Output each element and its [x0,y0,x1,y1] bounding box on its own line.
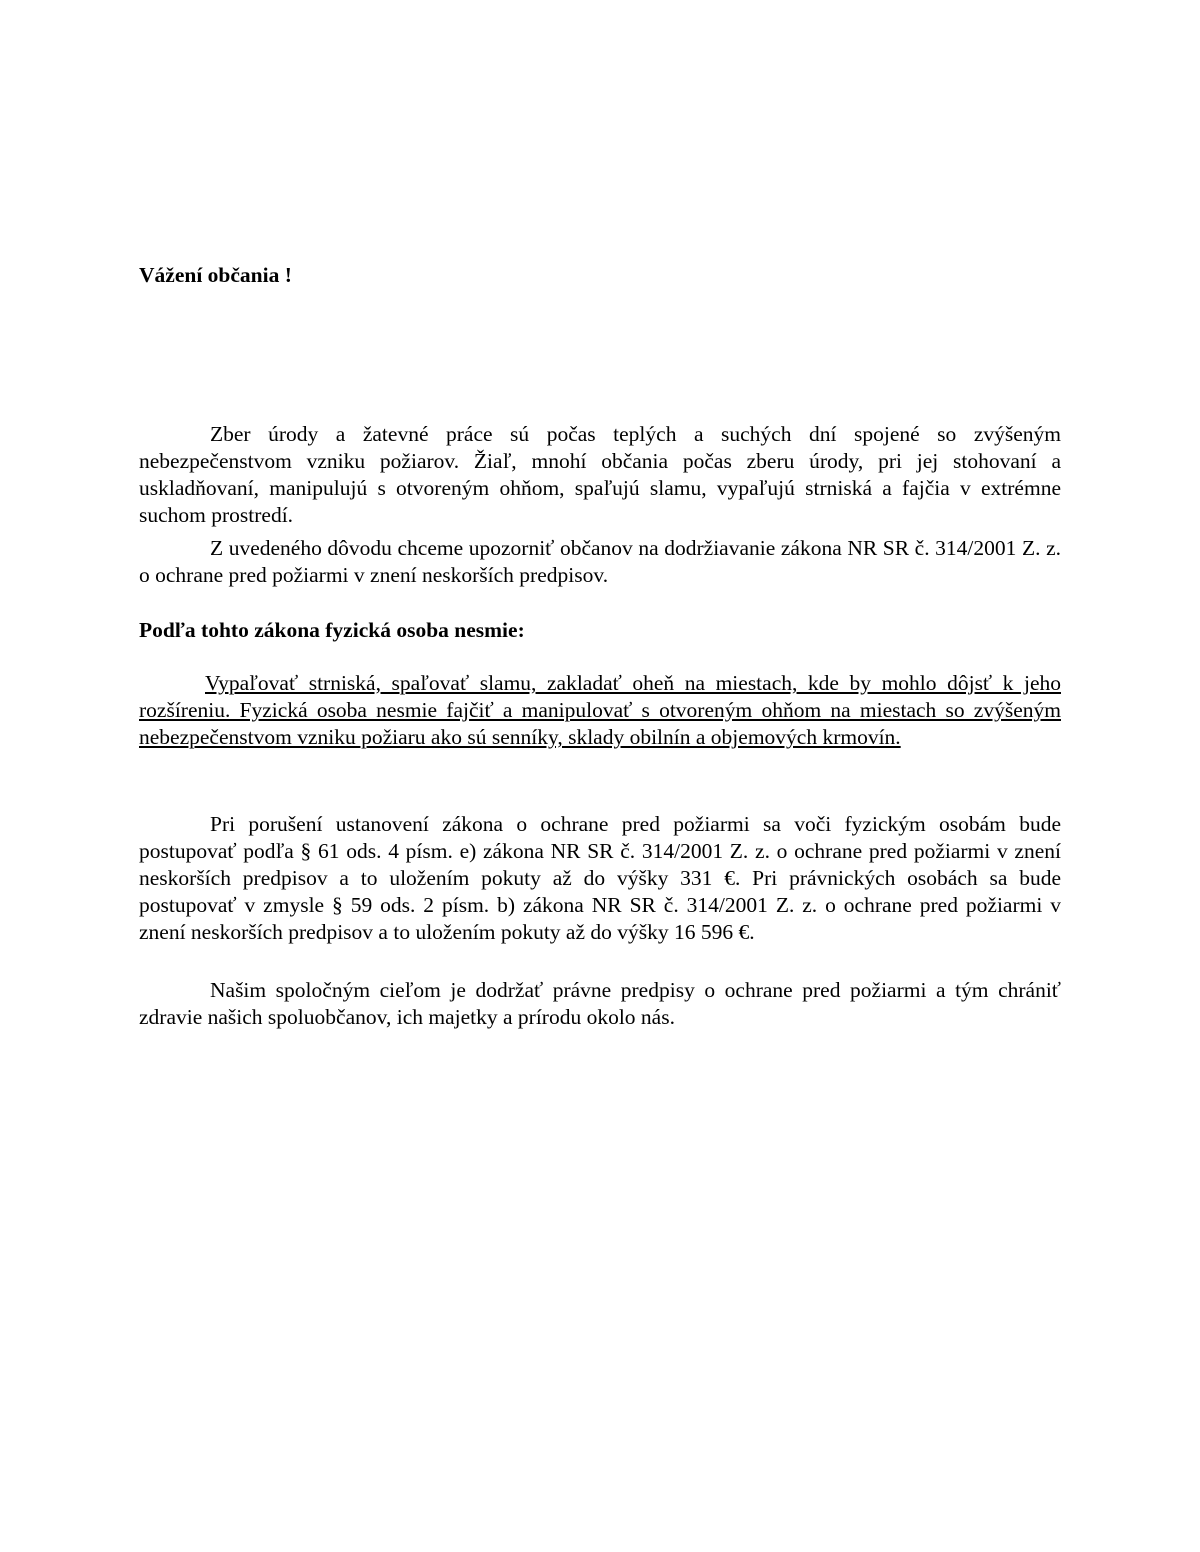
paragraph-penalties: Pri porušení ustanovení zákona o ochrane pred požiarmi sa voči fyzickým osobám bude postupovať podľa § 61 ods. 4 písm. e) zákona NR SR č. 314/2001 Z. z. o ochrane pred požiarmi v znení neskorších predpisov a to uložením pokuty až do výšky 331 €. Pri právnických osobách sa bude postupovať v zmysle § 59 ods. 2 písm. b) zákona NR SR č. 314/2001 Z. z. o ochrane pred požiarmi v znení neskorších predpisov a to uložením pokuty až do výšky 16 596 €. [139,812,1061,944]
section-heading: Podľa tohto zákona fyzická osoba nesmie: [139,618,525,642]
paragraph-prohibitions: Vypaľovať strniská, spaľovať slamu, zakladať oheň na miestach, kde by mohlo dôjsť k jeho rozšíreniu. Fyzická osoba nesmie fajčiť a manipulovať s otvoreným ohňom na miestach so zvýšeným nebezpečenstvom vzniku požiaru ako sú senníky, sklady obilnín a objemových krmovín. [139,671,1061,749]
paragraph-law-notice: Z uvedeného dôvodu chceme upozorniť občanov na dodržiavanie zákona NR SR č. 314/2001 Z. z. o ochrane pred požiarmi v znení neskorších predpisov. [139,536,1061,587]
greeting: Vážení občania ! [139,263,292,287]
paragraph-common-goal: Našim spoločným cieľom je dodržať právne predpisy o ochrane pred požiarmi a tým chrániť zdravie našich spoluobčanov, ich majetky a prírodu okolo nás. [139,978,1061,1029]
paragraph-harvest-fire-risk: Zber úrody a žatevné práce sú počas teplých a suchých dní spojené so zvýšeným nebezpečenstvom vzniku požiarov. Žiaľ, mnohí občania počas zberu úrody, pri jej stohovaní a uskladňovaní, manipulujú s otvoreným ohňom, spaľujú slamu, vypaľujú strniská a fajčia v extrémne suchom prostredí. [139,422,1061,527]
